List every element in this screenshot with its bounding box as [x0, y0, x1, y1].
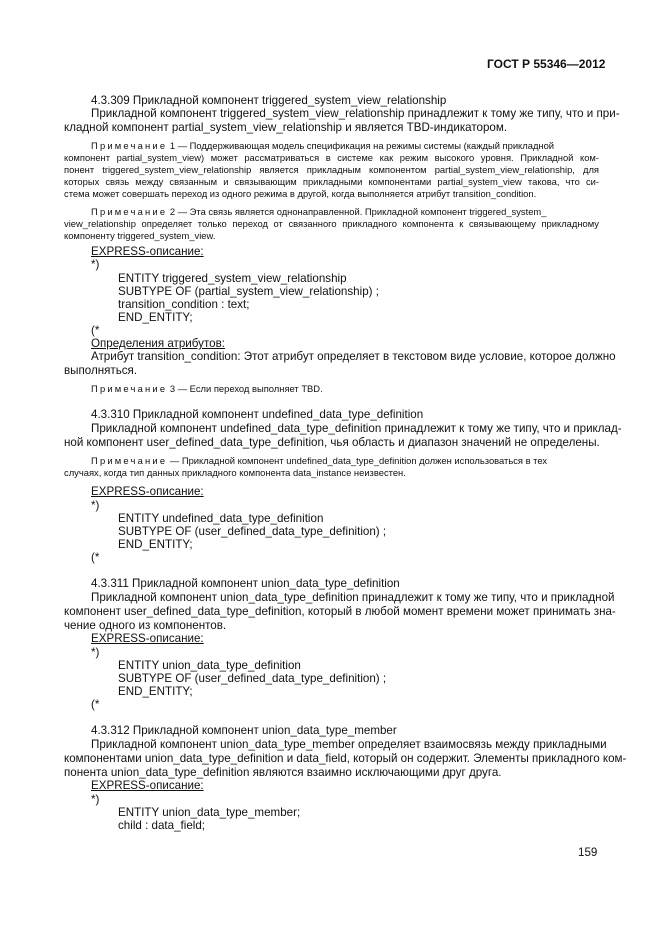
paragraph-line: компонент user_defined_data_type_definition, который в любой момент времени может принимать зна-	[64, 605, 616, 618]
note-line	[91, 140, 599, 152]
code-line: *)	[91, 258, 100, 271]
note-label: Примечание	[91, 140, 168, 151]
code-line: ENTITY union_data_type_member;	[118, 806, 301, 819]
note-line: компонент partial_system_view) может рассматриваться в системе как режим высокого уровня. Прикладной ком-	[64, 152, 599, 163]
attributes-heading: Определения атрибутов:	[91, 337, 225, 350]
paragraph-line: Прикладной компонент union_data_type_definition принадлежит к тому же типу, что и прикладной	[91, 591, 615, 604]
note-line: стема может совершать переход из одного режима в другой, когда выполняется атрибут transition_condition.	[64, 188, 537, 199]
note-line	[91, 455, 547, 467]
code-line: (*	[91, 698, 100, 711]
paragraph-line: понента union_data_type_definition являются взаимно исключающими друг друга.	[64, 766, 502, 779]
code-line: *)	[91, 499, 100, 512]
code-line: END_ENTITY;	[118, 685, 193, 698]
section-heading: 4.3.310 Прикладной компонент undefined_data_type_definition	[91, 408, 424, 421]
note-line	[91, 206, 546, 218]
page-number: 159	[578, 846, 598, 859]
paragraph-line: чение одного из компонентов.	[64, 619, 227, 632]
express-heading: EXPRESS-описание:	[91, 632, 204, 645]
code-line: ENTITY triggered_system_view_relationship	[118, 272, 347, 285]
paragraph-line: ной компонент user_defined_data_type_definition, чья область и диапазон значений не определены.	[64, 436, 600, 449]
code-line: SUBTYPE OF (partial_system_view_relationship) ;	[118, 285, 379, 298]
note-line: которых связь между связанным и связывающим прикладными компонентами partial_system_view такова, что си-	[64, 176, 599, 187]
code-line: SUBTYPE OF (user_defined_data_type_definition) ;	[118, 672, 387, 685]
section-heading: 4.3.309 Прикладной компонент triggered_system_view_relationship	[91, 94, 447, 107]
page-header-title: ГОСТ Р 55346—2012	[487, 57, 606, 71]
note-line	[91, 383, 323, 395]
note-text: 1 — Поддерживающая модель спецификация на режимы системы (каждый прикладной	[167, 140, 555, 151]
paragraph-line: Прикладной компонент undefined_data_type_definition принадлежит к тому же типу, что и приклад-	[91, 422, 622, 435]
section-heading: 4.3.311 Прикладной компонент union_data_type_definition	[91, 577, 400, 590]
code-line: END_ENTITY;	[118, 311, 193, 324]
code-line: ENTITY undefined_data_type_definition	[118, 512, 324, 525]
note-text: 3 — Если переход выполняет TBD.	[167, 383, 323, 394]
code-line: END_ENTITY;	[118, 538, 193, 551]
note-line: компоненту triggered_system_view.	[64, 230, 216, 241]
note-text: — Прикладной компонент undefined_data_type_definition должен использоваться в тех	[167, 455, 548, 466]
paragraph-line: Атрибут transition_condition: Этот атрибут определяет в текстовом виде условие, которое должно	[91, 350, 616, 363]
note-line: случаях, когда тип данных прикладного компонента data_instance неизвестен.	[64, 467, 406, 478]
note-line: понент triggered_system_view_relationship является прикладным компонентом partial_system_view_relationship, для	[64, 164, 599, 175]
paragraph-line: Прикладной компонент triggered_system_view_relationship принадлежит к тому же типу, что и при-	[91, 107, 620, 120]
express-heading: EXPRESS-описание:	[91, 245, 204, 258]
code-line: transition_condition : text;	[118, 298, 250, 311]
code-line: SUBTYPE OF (user_defined_data_type_definition) ;	[118, 525, 387, 538]
paragraph-line: кладной компонент partial_system_view_relationship и является TBD-индикатором.	[64, 121, 508, 134]
code-line: (*	[91, 324, 100, 337]
express-heading: EXPRESS-описание:	[91, 485, 204, 498]
paragraph-line: компонентами union_data_type_definition и data_field, который он содержит. Элементы прикладного ком-	[64, 752, 627, 765]
note-line: view_relationship определяет только переход от связанного прикладного компонента к связывающему прикладному	[64, 218, 599, 229]
code-line: child : data_field;	[118, 819, 206, 832]
code-line: *)	[91, 646, 100, 659]
code-line: (*	[91, 551, 100, 564]
code-line: ENTITY union_data_type_definition	[118, 659, 301, 672]
note-label: Примечание	[91, 206, 168, 217]
paragraph-line: выполняться.	[64, 364, 138, 377]
code-line: *)	[91, 793, 100, 806]
note-text: 2 — Эта связь является однонаправленной. Прикладной компонент triggered_system_	[167, 206, 547, 217]
express-heading: EXPRESS-описание:	[91, 779, 204, 792]
paragraph-line: Прикладной компонент union_data_type_member определяет взаимосвязь между прикладными	[91, 738, 607, 751]
section-heading: 4.3.312 Прикладной компонент union_data_type_member	[91, 724, 397, 737]
note-label: Примечание	[91, 455, 168, 466]
note-label: Примечание	[91, 383, 168, 394]
